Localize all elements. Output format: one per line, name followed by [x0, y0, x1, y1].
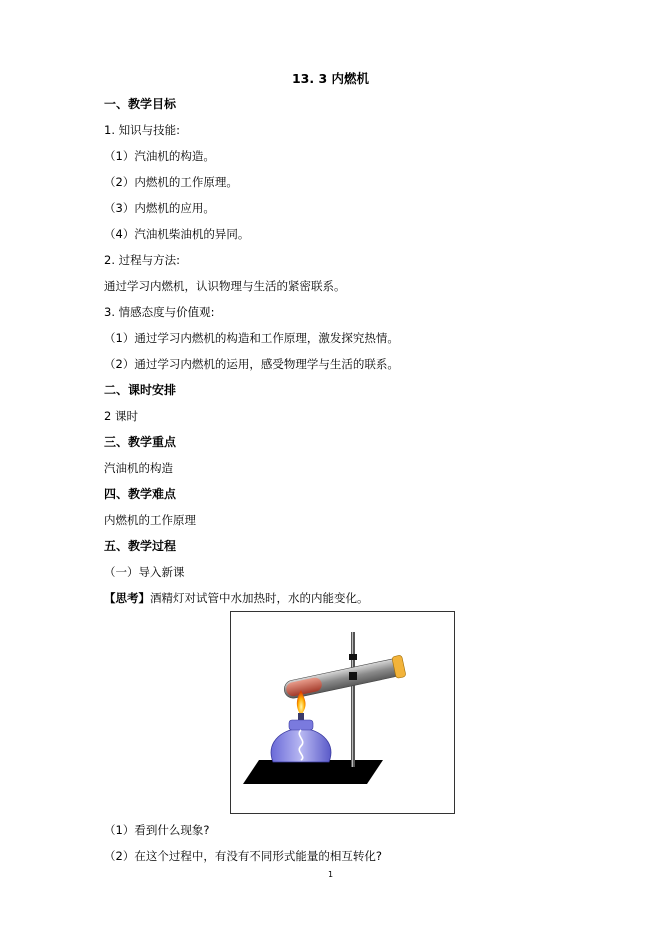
text-line: 内燃机的工作原理: [104, 513, 196, 527]
think-label: 【思考】: [104, 591, 150, 605]
text-line: 汽油机的构造: [104, 461, 173, 475]
text-line: （1）通过学习内燃机的构造和工作原理，激发探究热情。: [104, 331, 399, 345]
text-line: （4）汽油机柴油机的异同。: [104, 227, 250, 241]
section-heading-difficulties: 四、教学难点: [104, 487, 177, 501]
section-heading-schedule: 二、课时安排: [104, 383, 177, 397]
text-line: （3）内燃机的应用。: [104, 201, 215, 215]
text-line: （2）通过学习内燃机的运用，感受物理学与生活的联系。: [104, 357, 399, 371]
text-line: （2）内燃机的工作原理。: [104, 175, 238, 189]
think-prompt: [104, 591, 369, 605]
section-heading-objectives: 一、教学目标: [104, 97, 177, 111]
clamp: [349, 672, 357, 680]
text-line: （一）导入新课: [104, 565, 185, 579]
text-line: 3. 情感态度与价值观:: [104, 305, 215, 319]
text-line: 1. 知识与技能:: [104, 123, 181, 137]
figure-alcohol-lamp-test-tube: [230, 611, 455, 814]
document-title: 13. 3 内燃机: [291, 71, 370, 86]
text-line: 2. 过程与方法:: [104, 253, 181, 267]
section-heading-process: 五、教学过程: [104, 539, 177, 553]
section-heading-key-points: 三、教学重点: [104, 435, 177, 449]
alcohol-lamp-illustration: [231, 612, 454, 813]
text-line: 2 课时: [104, 409, 138, 423]
question-line: （1）看到什么现象?: [104, 823, 210, 837]
text-line: 通过学习内燃机，认识物理与生活的紧密联系。: [104, 279, 346, 293]
page-number: 1: [327, 870, 334, 879]
question-line: （2）在这个过程中，有没有不同形式能量的相互转化?: [104, 849, 382, 863]
stand-base: [243, 760, 383, 784]
think-text: 酒精灯对试管中水加热时，水的内能变化。: [150, 591, 369, 605]
text-line: （1）汽油机的构造。: [104, 149, 215, 163]
